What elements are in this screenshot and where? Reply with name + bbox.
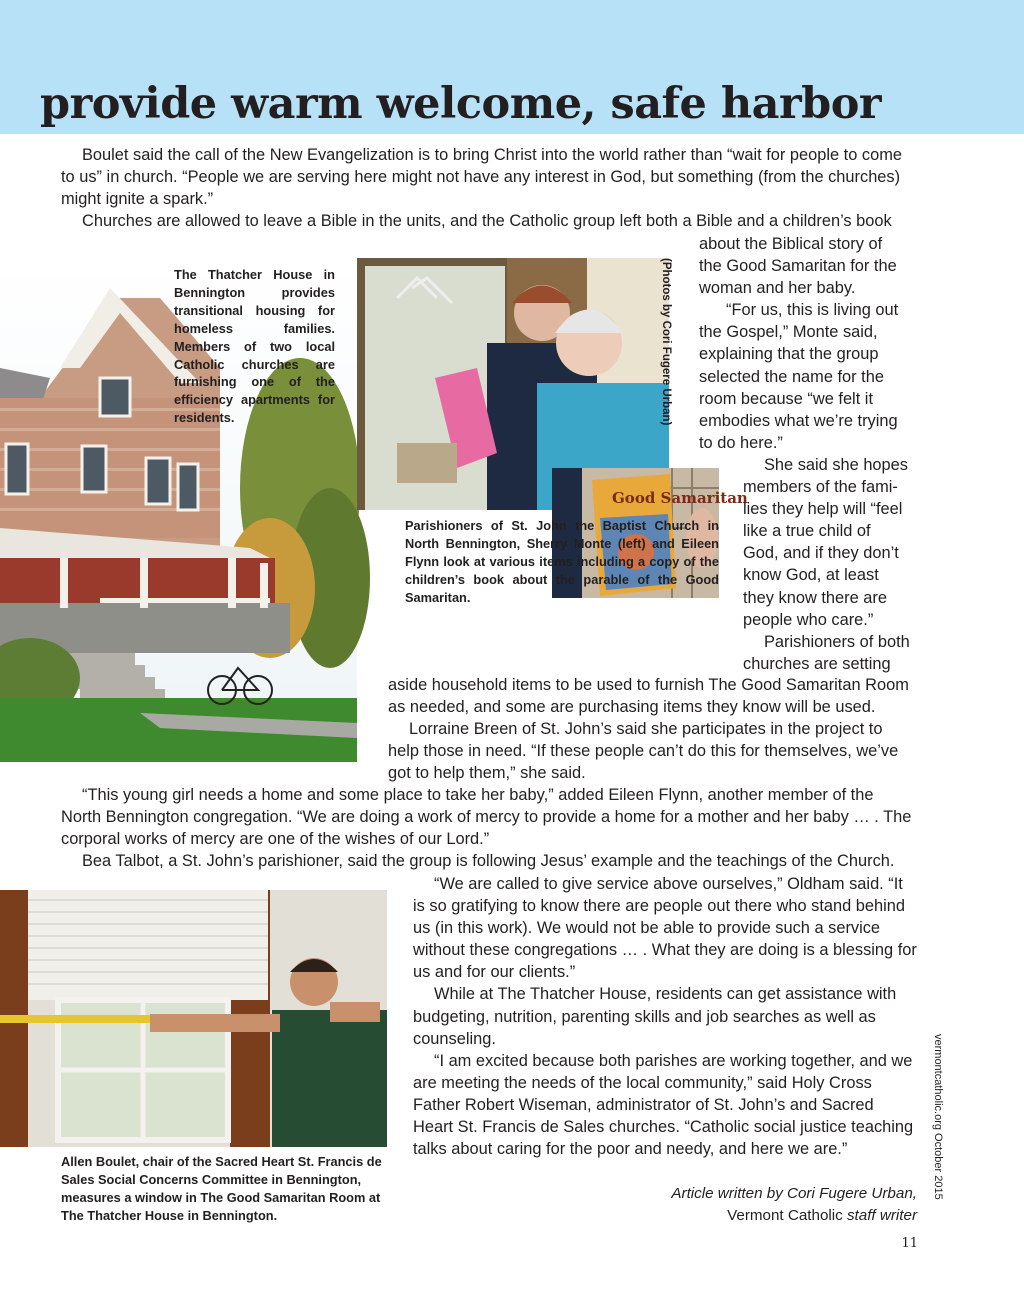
narrow-line: Parishioners of both bbox=[764, 632, 910, 651]
narrow-line: God, and if they don’t bbox=[743, 544, 899, 563]
parishioners-caption-text: Parishioners of St. John the Baptist Church in North Bennington, Sherry Monte (left) and Eileen Flynn look at various items including a copy of the children’s book about the parable of the Good Samaritan. bbox=[405, 518, 719, 605]
full-paragraph-2: Bea Talbot, a St. John’s parishioner, said the group is following Jesus’ example and the teachings of the Church. bbox=[82, 852, 895, 871]
article-byline bbox=[560, 1183, 917, 1227]
narrow-line: people who care.” bbox=[743, 610, 874, 629]
house-caption-text: The Thatcher House in Bennington provides transitional housing for homeless families. Members of two local Catholic churches are furnishing one of the efficiency apartments for residents. bbox=[174, 267, 335, 426]
right-line: woman and her baby. bbox=[699, 279, 856, 298]
intro-paragraph-2: Churches are allowed to leave a Bible in the units, and the Catholic group left both a Bible and a children’s book bbox=[82, 212, 892, 231]
narrow-line: lies they help will “feel bbox=[743, 500, 903, 519]
right-line: about the Biblical story of bbox=[699, 235, 883, 253]
right-line: “For us, this is living out bbox=[726, 301, 899, 320]
middle-paragraph-1: aside household items to be used to furnish The Good Samaritan Room as needed, and some are purchasing items they know will be used. bbox=[388, 676, 909, 717]
lower-paragraph-1: “We are called to give service above ourselves,” Oldham said. “It is so gratifying to know there are people out there who stand behind us (in this work). We would not be able to provide such a service without these congregations … . What they are doing is a blessing for us and for our clients.” bbox=[413, 875, 917, 982]
right-line: to do here.” bbox=[699, 433, 783, 452]
narrow-line: She said she hopes bbox=[764, 456, 908, 474]
byline-role: staff writer bbox=[846, 1207, 917, 1224]
narrow-line: churches are setting bbox=[743, 654, 891, 673]
house-caption bbox=[174, 266, 335, 427]
middle-paragraph-2: Lorraine Breen of St. John’s said she participates in the project to help those in need. “If these people can’t do this for themselves, we’ve got to help them,” she said. bbox=[388, 720, 899, 783]
right-line: the Gospel,” Monte said, bbox=[699, 323, 878, 342]
lower-text bbox=[413, 873, 918, 1160]
right-line: explaining that the group bbox=[699, 345, 879, 364]
window-photo bbox=[0, 890, 387, 1147]
right-line: selected the name for the bbox=[699, 367, 884, 386]
right-line: embodies what we’re trying bbox=[699, 411, 898, 430]
lower-paragraph-3: “I am excited because both parishes are working together, and we are meeting the needs of the local community,” said Holy Cross Father Robert Wiseman, administrator of St. John’s and Sacred Heart St. Francis de Sales churches. “Catholic social justice teaching talks about caring for the poor and needy, and here we are.” bbox=[413, 1051, 914, 1159]
intro-paragraph-1: Boulet said the call of the New Evangelization is to bring Christ into the world rather than “wait for people to come to us” in church. “People we are serving here might not have any interest in God, but something (from the churches) might ignite a spark.” bbox=[61, 146, 902, 209]
page-number: 11 bbox=[901, 1236, 918, 1251]
right-column-narrow-text bbox=[743, 454, 919, 675]
byline-line-1: Article written by Cori Fugere Urban, bbox=[671, 1185, 917, 1202]
book-title-text: Good Samaritan bbox=[612, 489, 748, 507]
photo-credit: (Photos by Cori Fugere Urban) bbox=[660, 258, 672, 426]
middle-text bbox=[388, 674, 918, 784]
byline-publication: Vermont Catholic bbox=[727, 1207, 847, 1224]
right-line: the Good Samaritan for the bbox=[699, 257, 897, 276]
byline-line-2 bbox=[560, 1205, 917, 1227]
site-and-date: vermontcatholic.org October 2015 bbox=[932, 1034, 944, 1200]
parishioners-caption bbox=[405, 517, 719, 607]
intro-text bbox=[61, 144, 917, 232]
narrow-line: they know there are bbox=[743, 588, 887, 607]
full-paragraph-1: “This young girl needs a home and some place to take her baby,” added Eileen Flynn, another member of the North Bennington congregation. “We are doing a work of mercy to provide a home for a mother and her baby … . The corporal works of mercy are one of the wishes of our Lord.” bbox=[61, 786, 912, 849]
full-width-text bbox=[61, 784, 917, 872]
window-caption bbox=[61, 1153, 389, 1225]
right-column-text bbox=[699, 233, 919, 454]
window-caption-text: Allen Boulet, chair of the Sacred Heart St. Francis de Sales Social Concerns Committee in Bennington, measures a window in The Good Samaritan Room at The Thatcher House in Bennington. bbox=[61, 1154, 382, 1223]
narrow-line: members of the fami- bbox=[743, 478, 898, 497]
lower-paragraph-2: While at The Thatcher House, residents can get assistance with budgeting, nutrition, parenting skills and job searches as well as counseling. bbox=[413, 985, 897, 1048]
window-illustration bbox=[0, 890, 387, 1147]
narrow-line: like a true child of bbox=[743, 522, 871, 541]
right-line: room because “we felt it bbox=[699, 389, 873, 408]
narrow-line: know God, at least bbox=[743, 566, 879, 585]
page-headline: provide warm welcome, safe harbor bbox=[40, 79, 882, 129]
